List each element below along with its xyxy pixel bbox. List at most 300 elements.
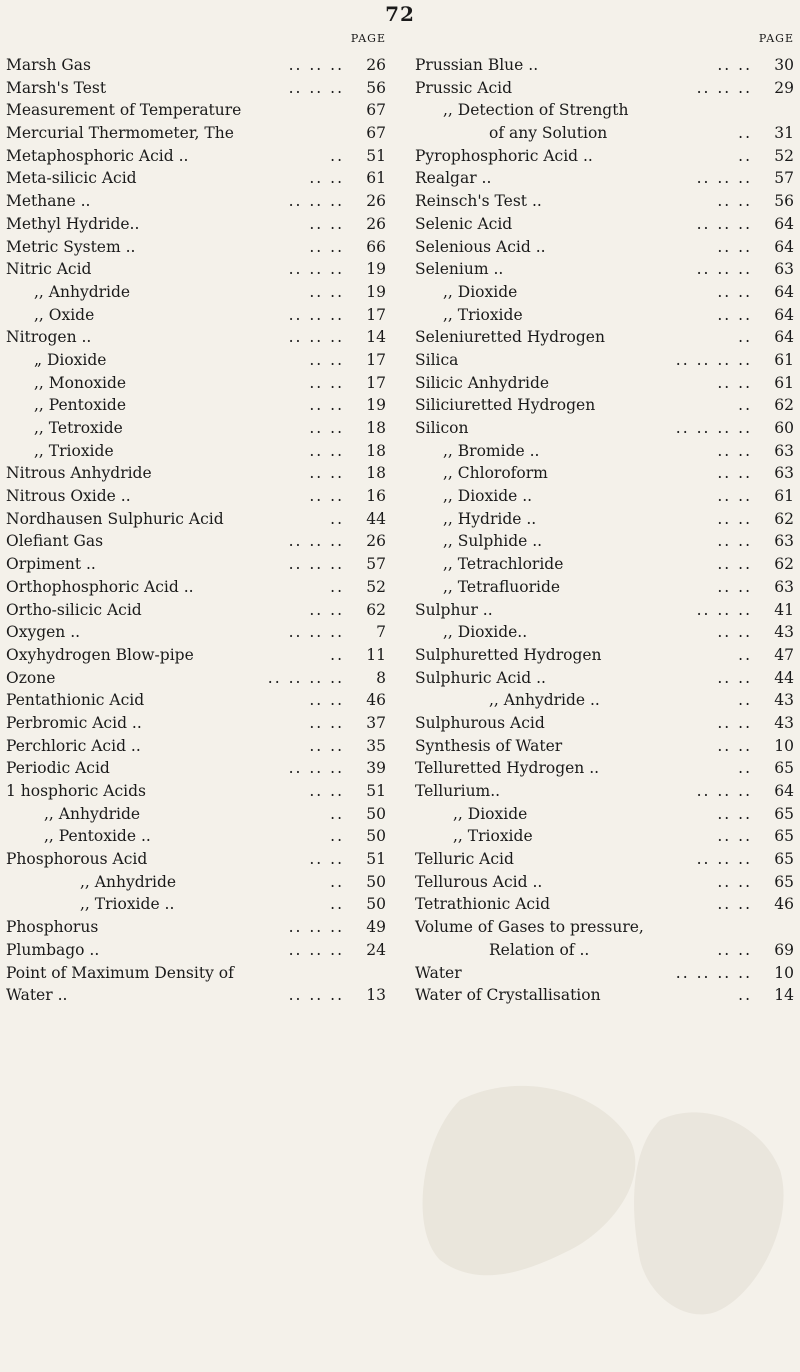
entry-leader-dots: .. .. .. .. [675, 963, 752, 982]
entry-leader-dots: .. [330, 509, 344, 528]
index-entry [415, 167, 798, 190]
entry-page-number: 39 [366, 759, 386, 778]
entry-page-number: 19 [366, 260, 386, 279]
entry-leader-dots: .. [330, 872, 344, 891]
entry-label: Relation of .. [489, 940, 590, 959]
entry-page-number: 65 [774, 827, 794, 846]
entry-leader-dots: .. .. .. [696, 78, 752, 97]
entry-page-number: 51 [366, 146, 386, 165]
entry-label: Olefiant Gas [6, 532, 104, 551]
entry-page-number: 50 [366, 872, 386, 891]
entry-page-number: 64 [774, 782, 794, 800]
index-entry [6, 803, 390, 826]
entry-page-number: 61 [774, 373, 794, 392]
entry-page-number: 63 [774, 260, 794, 279]
entry-label: of any Solution [489, 124, 608, 143]
entry-label: Tellurous Acid .. [415, 872, 543, 891]
index-entry [6, 553, 390, 576]
entry-leader-dots: .. .. .. [696, 600, 752, 619]
entry-page-number: 43 [774, 623, 794, 642]
index-entry [415, 916, 798, 939]
entry-leader-dots: .. .. [309, 850, 344, 869]
entry-label: Selenious Acid .. [415, 237, 546, 256]
entry-label: Methyl Hydride.. [6, 214, 140, 233]
index-column-right [415, 32, 798, 1007]
entry-leader-dots: .. .. [717, 305, 752, 324]
entry-label: ,, Trioxide [443, 305, 523, 324]
index-entry [6, 258, 390, 281]
entry-label: ,, Pentoxide [34, 396, 127, 415]
entry-leader-dots: .. .. [309, 237, 344, 256]
entry-label: Nitrous Anhydride [6, 464, 152, 483]
entry-page-number: 51 [366, 850, 386, 869]
entry-page-number: 50 [366, 804, 386, 823]
entry-leader-dots: .. [330, 895, 344, 914]
entry-label: Methane .. [6, 192, 91, 211]
index-entry [415, 848, 798, 871]
entry-page-number: 67 [366, 124, 386, 143]
index-entry [6, 99, 390, 122]
entry-page-number: 64 [774, 328, 794, 347]
entry-page-number: 50 [366, 827, 386, 846]
entry-page-number: 46 [774, 895, 794, 914]
entry-page-number: 43 [774, 713, 794, 732]
index-entry [415, 508, 798, 531]
entry-leader-dots: .. .. [309, 441, 344, 460]
entry-label: Periodic Acid [6, 759, 110, 778]
entry-leader-dots: .. .. .. [288, 305, 344, 324]
index-entry [415, 236, 798, 259]
entry-leader-dots: .. .. .. [288, 78, 344, 97]
index-entry [415, 213, 798, 236]
index-entry [6, 576, 390, 599]
page-number: 72 [385, 2, 415, 26]
entry-label: Oxyhydrogen Blow-pipe [6, 645, 194, 664]
entry-label: ,, Monoxide [34, 373, 127, 392]
entry-label: „ Dioxide [34, 350, 107, 369]
entry-page-number: 52 [774, 146, 794, 165]
entry-label: ,, Dioxide.. [443, 623, 528, 642]
entry-page-number: 63 [774, 577, 794, 596]
entry-page-number: 63 [774, 464, 794, 483]
entry-leader-dots: .. .. [717, 872, 752, 891]
index-entry [415, 712, 798, 735]
entry-label: ,, Dioxide [443, 282, 518, 301]
entry-label: Siliciuretted Hydrogen [415, 396, 596, 415]
entry-leader-dots: .. .. [309, 782, 344, 800]
entry-label: Sulphur .. [415, 600, 493, 619]
entry-label: Perchloric Acid .. [6, 736, 141, 755]
entry-page-number: 26 [366, 532, 386, 551]
entry-label: Selenium .. [415, 260, 504, 279]
entry-label: Realgar .. [415, 169, 492, 188]
index-entry [6, 757, 390, 780]
entry-label: Orthophosphoric Acid .. [6, 577, 194, 596]
entry-label: Nitric Acid [6, 260, 92, 279]
paper-stain-decoration [400, 1060, 800, 1372]
entry-label: Nitrogen .. [6, 328, 92, 347]
index-entry [6, 621, 390, 644]
entry-page-number: 65 [774, 850, 794, 869]
index-entry [6, 281, 390, 304]
entry-page-number: 24 [366, 940, 386, 959]
index-entry [415, 417, 798, 440]
index-entry [415, 122, 798, 145]
entry-leader-dots: .. .. .. .. [675, 419, 752, 437]
entry-label: Nordhausen Sulphuric Acid [6, 509, 224, 528]
index-entry [415, 326, 798, 349]
entry-leader-dots: .. .. [309, 713, 344, 732]
index-entry [6, 871, 390, 894]
entry-label: ,, Dioxide .. [443, 487, 533, 506]
index-column-left [6, 32, 390, 1007]
entry-leader-dots: .. .. [309, 419, 344, 437]
entry-leader-dots: .. .. [717, 736, 752, 755]
index-entry [6, 349, 390, 372]
entry-leader-dots: .. .. .. [288, 918, 344, 937]
index-entry [415, 939, 798, 962]
index-entry [6, 848, 390, 871]
entry-label: Reinsch's Test .. [415, 192, 542, 211]
entry-leader-dots: .. .. .. [696, 782, 752, 800]
entry-label: Metaphosphoric Acid .. [6, 146, 189, 165]
entry-leader-dots: .. .. [717, 464, 752, 483]
entry-label: Point of Maximum Density of [6, 963, 234, 982]
entry-leader-dots: .. .. [309, 487, 344, 506]
entry-page-number: 47 [774, 645, 794, 664]
entry-page-number: 56 [366, 78, 386, 97]
entry-leader-dots: .. [330, 804, 344, 823]
entry-label: Perbromic Acid .. [6, 713, 142, 732]
entry-label: Prussic Acid [415, 78, 513, 97]
index-entry [415, 99, 798, 122]
entry-label: ,, Dioxide [453, 804, 528, 823]
index-entry [415, 281, 798, 304]
entry-label: Silicic Anhydride [415, 373, 550, 392]
entry-page-number: 19 [366, 396, 386, 415]
index-entry [6, 485, 390, 508]
entry-leader-dots: .. .. [717, 509, 752, 528]
entry-label: Prussian Blue .. [415, 56, 539, 74]
column-header-page: PAGE [758, 32, 794, 45]
entry-label: Marsh Gas [6, 56, 91, 74]
entry-page-number: 63 [774, 441, 794, 460]
entry-leader-dots: .. .. [309, 350, 344, 369]
entry-label: 1 hosphoric Acids [6, 782, 146, 800]
index-entry [415, 735, 798, 758]
entry-leader-dots: .. [738, 146, 752, 165]
entry-label: ,, Tetrachloride [443, 555, 564, 574]
entry-page-number: 17 [366, 305, 386, 324]
index-entry [415, 644, 798, 667]
entry-leader-dots: .. .. .. .. [267, 668, 344, 687]
entry-page-number: 64 [774, 282, 794, 301]
entry-leader-dots: .. .. [717, 192, 752, 211]
entry-label: Metric System .. [6, 237, 136, 256]
entry-leader-dots: .. .. [717, 940, 752, 959]
index-entry [6, 304, 390, 327]
entry-page-number: 62 [774, 509, 794, 528]
index-entry [6, 984, 390, 1007]
index-entry [415, 871, 798, 894]
entry-page-number: 66 [366, 237, 386, 256]
entry-label: Plumbago .. [6, 940, 100, 959]
entry-leader-dots: .. .. [309, 736, 344, 755]
index-entry [415, 893, 798, 916]
entry-leader-dots: .. .. [717, 56, 752, 74]
entry-leader-dots: .. .. [309, 464, 344, 483]
index-entry [415, 621, 798, 644]
entry-page-number: 41 [774, 600, 794, 619]
entry-leader-dots: .. .. .. [696, 850, 752, 869]
index-entry [415, 304, 798, 327]
entry-label: ,, Anhydride [34, 282, 131, 301]
column-header-page: PAGE [350, 32, 386, 45]
entry-page-number: 18 [366, 419, 386, 437]
index-entry [6, 667, 390, 690]
entry-leader-dots: .. .. .. [696, 169, 752, 188]
entry-leader-dots: .. [738, 645, 752, 664]
index-entry [6, 689, 390, 712]
index-entry [6, 825, 390, 848]
entry-leader-dots: .. .. [717, 373, 752, 392]
entry-label: Orpiment .. [6, 555, 96, 574]
entry-label: Silica [415, 350, 459, 369]
entry-page-number: 10 [774, 736, 794, 755]
entry-page-number: 56 [774, 192, 794, 211]
index-entry [415, 803, 798, 826]
entry-page-number: 44 [366, 509, 386, 528]
entry-leader-dots: .. .. .. [288, 328, 344, 347]
index-entry [415, 689, 798, 712]
entry-leader-dots: .. .. .. [288, 623, 344, 642]
entry-page-number: 44 [774, 668, 794, 687]
entry-leader-dots: .. .. .. [288, 940, 344, 959]
entry-page-number: 17 [366, 350, 386, 369]
entry-label: Ortho-silicic Acid [6, 600, 142, 619]
entry-leader-dots: .. .. [309, 600, 344, 619]
entry-page-number: 26 [366, 56, 386, 74]
entry-page-number: 11 [366, 645, 386, 664]
entry-page-number: 64 [774, 214, 794, 233]
entry-label: Phosphorus [6, 918, 99, 937]
index-entry [6, 77, 390, 100]
entry-label: ,, Pentoxide .. [44, 827, 151, 846]
entry-label: ,, Chloroform [443, 464, 548, 483]
entry-page-number: 64 [774, 305, 794, 324]
entry-label: Pyrophosphoric Acid .. [415, 146, 593, 165]
entry-page-number: 31 [774, 124, 794, 143]
index-entry [6, 939, 390, 962]
index-entries-left [6, 54, 390, 1007]
entry-page-number: 17 [366, 373, 386, 392]
index-entry [6, 440, 390, 463]
entry-leader-dots: .. .. [717, 804, 752, 823]
index-entry [415, 54, 798, 77]
index-entry [415, 258, 798, 281]
entry-page-number: 49 [366, 918, 386, 937]
entry-label: Synthesis of Water [415, 736, 563, 755]
index-entry [415, 757, 798, 780]
entry-page-number: 65 [774, 804, 794, 823]
index-entry [415, 576, 798, 599]
entry-page-number: 8 [376, 668, 386, 687]
entry-page-number: 14 [366, 328, 386, 347]
entry-label: Telluretted Hydrogen .. [415, 759, 600, 778]
entry-leader-dots: .. .. .. [288, 986, 344, 1005]
index-entry [6, 167, 390, 190]
index-entry [6, 962, 390, 985]
index-entry [6, 236, 390, 259]
entry-page-number: 67 [366, 101, 386, 120]
index-entry [6, 916, 390, 939]
entry-page-number: 18 [366, 441, 386, 460]
entry-page-number: 57 [774, 169, 794, 188]
entry-leader-dots: .. .. .. [288, 260, 344, 279]
entry-leader-dots: .. [330, 827, 344, 846]
entry-page-number: 63 [774, 532, 794, 551]
entry-page-number: 61 [774, 350, 794, 369]
entry-leader-dots: .. .. [309, 396, 344, 415]
entry-label: Mercurial Thermometer, The [6, 124, 234, 143]
entry-page-number: 50 [366, 895, 386, 914]
entry-page-number: 52 [366, 577, 386, 596]
entry-leader-dots: .. .. [717, 532, 752, 551]
entry-leader-dots: .. .. [717, 577, 752, 596]
index-entry [415, 349, 798, 372]
entry-label: Water .. [6, 986, 68, 1005]
entry-label: Nitrous Oxide .. [6, 487, 131, 506]
index-entry [6, 417, 390, 440]
entry-label: ,, Hydride .. [443, 509, 537, 528]
entry-label: Water of Crystallisation [415, 986, 601, 1005]
entry-label: Selenic Acid [415, 214, 513, 233]
entry-page-number: 60 [774, 419, 794, 437]
entry-page-number: 10 [774, 963, 794, 982]
entry-label: Meta-silicic Acid [6, 169, 137, 188]
entry-page-number: 57 [366, 555, 386, 574]
index-entry [415, 780, 798, 803]
entry-label: Water [415, 963, 462, 982]
entry-leader-dots: .. .. .. [696, 260, 752, 279]
entry-leader-dots: .. [738, 691, 752, 710]
entry-page-number: 35 [366, 736, 386, 755]
index-entry [6, 372, 390, 395]
entry-label: Silicon [415, 419, 469, 437]
index-entry [6, 213, 390, 236]
entry-page-number: 29 [774, 78, 794, 97]
entry-leader-dots: .. .. [717, 237, 752, 256]
entry-label: ,, Anhydride [44, 804, 141, 823]
entry-page-number: 43 [774, 691, 794, 710]
entry-label: ,, Trioxide [34, 441, 114, 460]
index-entry [6, 530, 390, 553]
entry-leader-dots: .. .. [717, 623, 752, 642]
entry-leader-dots: .. [330, 577, 344, 596]
entry-page-number: 64 [774, 237, 794, 256]
entry-label: Measurement of Temperature [6, 101, 242, 120]
index-entry [415, 530, 798, 553]
entry-leader-dots: .. .. [309, 169, 344, 188]
index-entry [6, 326, 390, 349]
index-entry [415, 394, 798, 417]
entry-page-number: 26 [366, 214, 386, 233]
entry-leader-dots: .. .. .. [288, 192, 344, 211]
index-entry [6, 893, 390, 916]
entry-label: ,, Sulphide .. [443, 532, 543, 551]
entry-label: Tellurium.. [415, 782, 501, 800]
entry-page-number: 62 [774, 396, 794, 415]
entry-page-number: 26 [366, 192, 386, 211]
entry-label: ,, Trioxide .. [80, 895, 175, 914]
entry-leader-dots: .. .. [717, 827, 752, 846]
entry-leader-dots: .. [738, 759, 752, 778]
entry-leader-dots: .. [738, 396, 752, 415]
index-entry [415, 190, 798, 213]
index-entry [415, 145, 798, 168]
entry-label: ,, Bromide .. [443, 441, 540, 460]
index-entry [415, 984, 798, 1007]
index-entry [415, 667, 798, 690]
entry-page-number: 14 [774, 986, 794, 1005]
entry-leader-dots: .. [330, 146, 344, 165]
entry-label: Telluric Acid [415, 850, 514, 869]
index-entry [6, 712, 390, 735]
index-entry [415, 485, 798, 508]
entry-label: ,, Detection of Strength [443, 101, 629, 120]
entry-leader-dots: .. [738, 986, 752, 1005]
entry-leader-dots: .. .. .. [696, 214, 752, 233]
entry-label: ,, Tetroxide [34, 419, 123, 437]
entry-leader-dots: .. .. .. [288, 555, 344, 574]
entry-leader-dots: .. [738, 124, 752, 143]
index-entry [415, 462, 798, 485]
index-entry [6, 394, 390, 417]
index-entry [6, 735, 390, 758]
index-entry [415, 553, 798, 576]
index-entry [415, 962, 798, 985]
entry-leader-dots: .. .. [309, 373, 344, 392]
entry-page-number: 16 [366, 487, 386, 506]
index-entry [6, 508, 390, 531]
entry-page-number: 65 [774, 759, 794, 778]
entry-leader-dots: .. .. [717, 487, 752, 506]
entry-leader-dots: .. [738, 328, 752, 347]
entry-page-number: 65 [774, 872, 794, 891]
entry-page-number: 62 [774, 555, 794, 574]
entry-page-number: 19 [366, 282, 386, 301]
entry-leader-dots: .. .. [717, 668, 752, 687]
entry-page-number: 62 [366, 600, 386, 619]
entry-label: ,, Anhydride [80, 872, 177, 891]
index-entry [6, 54, 390, 77]
index-entry [6, 462, 390, 485]
entry-page-number: 7 [376, 623, 386, 642]
index-entry [6, 122, 390, 145]
entry-page-number: 51 [366, 782, 386, 800]
entry-page-number: 69 [774, 940, 794, 959]
index-entries-right [415, 54, 798, 1007]
entry-leader-dots: .. .. .. [288, 759, 344, 778]
entry-leader-dots: .. .. [717, 441, 752, 460]
entry-label: Sulphuretted Hydrogen [415, 645, 602, 664]
index-entry [415, 77, 798, 100]
entry-page-number: 30 [774, 56, 794, 74]
entry-page-number: 13 [366, 986, 386, 1005]
entry-label: Phosphorous Acid [6, 850, 148, 869]
entry-leader-dots: .. .. [309, 282, 344, 301]
entry-leader-dots: .. .. [717, 895, 752, 914]
